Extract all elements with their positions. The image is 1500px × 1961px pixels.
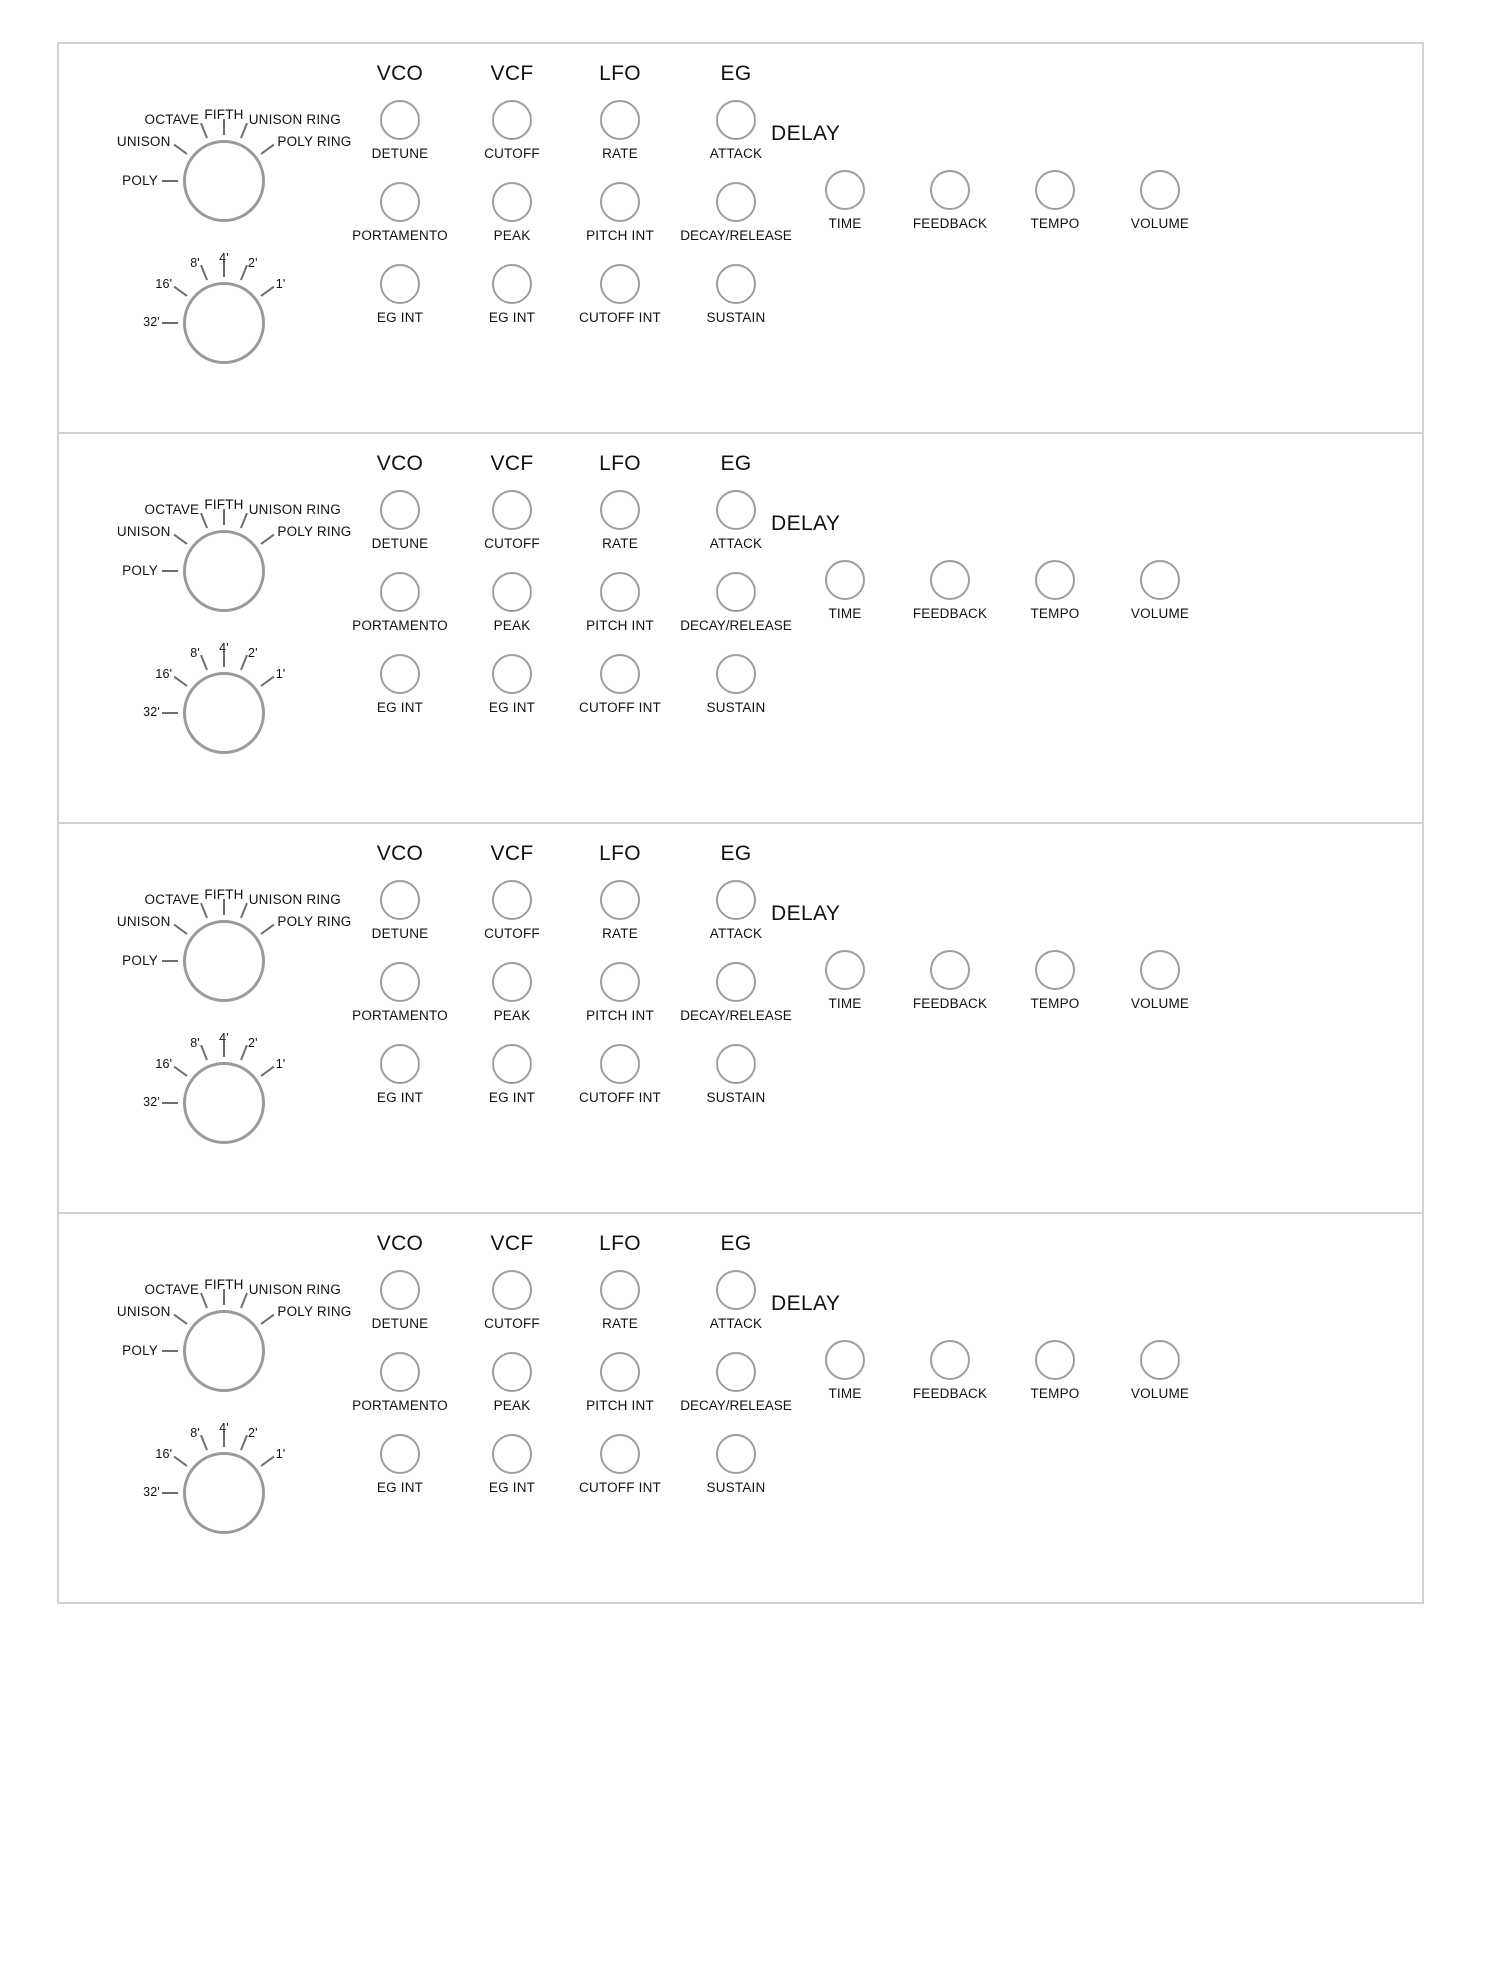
octave-selector-label: 32' [143,705,160,719]
knob-label: DETUNE [371,926,429,941]
knob-eg-int[interactable] [380,1044,420,1084]
knob-label: PORTAMENTO [352,618,448,633]
knob-portamento[interactable] [380,1352,420,1392]
octave-selector-tick [240,655,248,671]
knob-delay-feedback[interactable] [930,560,970,600]
knob-label: PEAK [493,1398,531,1413]
octave-selector-label: 32' [143,315,160,329]
section-title-lfo: LFO [599,62,641,85]
octave-selector-tick [173,1066,187,1077]
knob-delay-volume[interactable] [1140,950,1180,990]
knob-label: ATTACK [709,146,763,161]
knob-label: FEEDBACK [912,996,988,1011]
knob-label: RATE [602,1316,638,1331]
voice-mode-selector-tick [261,924,275,935]
octave-selector[interactable] [121,234,361,374]
knob-label: SUSTAIN [706,1480,766,1495]
octave-selector-dial[interactable] [183,1062,265,1144]
octave-selector-label: 4' [219,251,229,265]
voice-mode-selector-label: POLY RING [277,524,352,540]
panel-inner [59,434,1422,822]
voice-mode-selector-tick [200,123,208,139]
section-title-eg: EG [720,452,752,475]
voice-mode-selector-label: UNISON [116,524,171,540]
knob-cell [556,264,684,325]
knob-peak[interactable] [492,962,532,1002]
voice-mode-selector-tick [261,144,275,155]
knob-cell [556,1270,684,1331]
octave-selector-label: 8' [190,255,201,270]
knob-pitch-int[interactable] [600,572,640,612]
knob-cell [556,1352,684,1413]
knob-label: DETUNE [371,146,429,161]
knob-cell [556,182,684,243]
knob-delay-volume[interactable] [1140,170,1180,210]
knob-label: CUTOFF [484,926,540,941]
knob-cell [336,962,464,1023]
octave-selector[interactable] [121,624,361,764]
section-title-vcf: VCF [490,1232,534,1255]
delay-knob-cell [1096,950,1224,1011]
voice-mode-selector-label: POLY [122,953,158,968]
knob-cell [556,962,684,1023]
voice-mode-selector-tick [173,534,187,545]
synth-panel [57,42,1424,434]
knob-cell [556,1434,684,1495]
knob-label: SUSTAIN [706,1090,766,1105]
knob-label: EG INT [488,1090,536,1105]
knob-cell [336,1434,464,1495]
voice-mode-selector-label: FIFTH [204,107,244,122]
section-title-vco: VCO [376,1232,424,1255]
octave-selector-label: 4' [219,1031,229,1045]
delay-knob-cell [1096,170,1224,231]
delay-knob-cell [1096,1340,1224,1401]
knob-label: TIME [828,1386,862,1401]
knob-delay-time[interactable] [825,950,865,990]
knob-label: TEMPO [1030,606,1080,621]
knob-label: VOLUME [1130,996,1190,1011]
knob-sustain[interactable] [716,1044,756,1084]
knob-cell [672,654,800,715]
voice-mode-selector-label: UNISON [116,914,171,930]
knob-cell [556,880,684,941]
knob-label: EG INT [376,1090,424,1105]
knob-attack[interactable] [716,490,756,530]
knob-cell [556,572,684,633]
octave-selector-tick [173,286,187,297]
knob-peak[interactable] [492,1352,532,1392]
knob-label: DECAY/RELEASE [680,1008,792,1023]
octave-selector-tick [162,712,178,714]
knob-portamento[interactable] [380,962,420,1002]
voice-mode-selector-label: POLY [122,563,158,578]
voice-mode-selector-label: UNISON [116,134,171,150]
knob-pitch-int[interactable] [600,182,640,222]
knob-sustain[interactable] [716,654,756,694]
knob-label: PORTAMENTO [352,1008,448,1023]
section-title-lfo: LFO [599,452,641,475]
knob-label: CUTOFF [484,536,540,551]
synth-panel [57,1212,1424,1604]
knob-cell [556,1044,684,1105]
octave-selector-label: 1' [275,277,286,292]
knob-cell [556,490,684,551]
knob-label: ATTACK [709,926,763,941]
delay-knob-cell [1096,560,1224,621]
knob-cell [336,264,464,325]
knob-label: SUSTAIN [706,310,766,325]
knob-label: RATE [602,926,638,941]
knob-label: DECAY/RELEASE [680,228,792,243]
octave-selector-tick [162,1102,178,1104]
voice-mode-selector-label: FIFTH [204,1277,244,1292]
section-title-lfo: LFO [599,842,641,865]
knob-label: TIME [828,606,862,621]
voice-mode-selector-label: FIFTH [204,887,244,902]
voice-mode-selector-tick [240,903,248,919]
panel-inner [59,824,1422,1212]
knob-rate[interactable] [600,100,640,140]
knob-eg-int[interactable] [492,654,532,694]
octave-selector-tick [200,1435,208,1451]
octave-selector-label: 1' [275,1447,286,1462]
octave-selector-tick [162,322,178,324]
voice-mode-selector-label: UNISON [116,1304,171,1320]
voice-mode-selector-tick [162,570,178,572]
panel-inner [59,44,1422,432]
voice-mode-selector-tick [240,123,248,139]
octave-selector-tick [240,1435,248,1451]
knob-label: EG INT [488,700,536,715]
knob-label: CUTOFF INT [579,1480,661,1495]
knob-detune[interactable] [380,880,420,920]
knob-peak[interactable] [492,182,532,222]
knob-cutoff[interactable] [492,490,532,530]
octave-selector-label: 16' [155,277,173,292]
octave-selector-tick [240,265,248,281]
octave-selector-dial[interactable] [183,672,265,754]
voice-mode-selector-label: OCTAVE [144,501,200,517]
section-title-vco: VCO [376,842,424,865]
octave-selector-tick [261,286,275,297]
knob-cell [336,182,464,243]
knob-label: TEMPO [1030,996,1080,1011]
voice-mode-selector-tick [162,960,178,962]
knob-delay-time[interactable] [825,170,865,210]
knob-delay-time[interactable] [825,1340,865,1380]
octave-selector-label: 2' [247,255,258,270]
knob-delay-tempo[interactable] [1035,1340,1075,1380]
octave-selector-label: 2' [247,1035,258,1050]
knob-delay-volume[interactable] [1140,1340,1180,1380]
section-title-delay: DELAY [771,1292,841,1315]
octave-selector-tick [200,265,208,281]
knob-label: PITCH INT [586,618,654,633]
octave-selector[interactable] [121,1404,361,1544]
knob-delay-feedback[interactable] [930,1340,970,1380]
synth-panel [57,432,1424,824]
voice-mode-selector[interactable] [116,92,361,222]
knob-decay-release[interactable] [716,1352,756,1392]
knob-rate[interactable] [600,1270,640,1310]
knob-attack[interactable] [716,1270,756,1310]
knob-cutoff[interactable] [492,1270,532,1310]
knob-label: FEEDBACK [912,606,988,621]
section-title-vco: VCO [376,62,424,85]
knob-detune[interactable] [380,490,420,530]
knob-label: PORTAMENTO [352,228,448,243]
section-title-delay: DELAY [771,512,841,535]
knob-decay-release[interactable] [716,962,756,1002]
voice-mode-selector-tick [200,1293,208,1309]
knob-cutoff-int[interactable] [600,264,640,304]
knob-label: PITCH INT [586,1398,654,1413]
knob-detune[interactable] [380,1270,420,1310]
octave-selector-label: 16' [155,667,173,682]
knob-cell [556,654,684,715]
octave-selector-tick [200,1045,208,1061]
knob-label: CUTOFF INT [579,1090,661,1105]
octave-selector-tick [173,1456,187,1467]
knob-sustain[interactable] [716,1434,756,1474]
voice-mode-selector-tick [240,513,248,529]
octave-selector-tick [261,676,275,687]
voice-mode-selector-tick [261,534,275,545]
section-title-lfo: LFO [599,1232,641,1255]
knob-label: VOLUME [1130,1386,1190,1401]
voice-mode-selector-tick [173,1314,187,1325]
voice-mode-selector-dial[interactable] [183,1310,265,1392]
knob-label: PEAK [493,228,531,243]
knob-label: FEEDBACK [912,216,988,231]
voice-mode-selector-dial[interactable] [183,920,265,1002]
knob-delay-tempo[interactable] [1035,950,1075,990]
voice-mode-selector[interactable] [116,872,361,1002]
octave-selector-label: 2' [247,645,258,660]
knob-cell [336,880,464,941]
knob-portamento[interactable] [380,182,420,222]
knob-cell [336,1352,464,1413]
voice-mode-selector-tick [173,924,187,935]
knob-decay-release[interactable] [716,182,756,222]
knob-eg-int[interactable] [380,1434,420,1474]
voice-mode-selector-tick [200,903,208,919]
knob-label: EG INT [488,1480,536,1495]
knob-label: PEAK [493,618,531,633]
section-title-vcf: VCF [490,62,534,85]
knob-label: PEAK [493,1008,531,1023]
panel-inner [59,1214,1422,1602]
knob-pitch-int[interactable] [600,1352,640,1392]
knob-label: CUTOFF INT [579,700,661,715]
knob-rate[interactable] [600,490,640,530]
knob-label: CUTOFF [484,1316,540,1331]
knob-label: ATTACK [709,1316,763,1331]
knob-label: EG INT [376,310,424,325]
knob-cutoff[interactable] [492,880,532,920]
knob-cell [556,100,684,161]
octave-selector-tick [173,676,187,687]
knob-rate[interactable] [600,880,640,920]
knob-detune[interactable] [380,100,420,140]
knob-label: DECAY/RELEASE [680,618,792,633]
knob-cell [336,572,464,633]
octave-selector[interactable] [121,1014,361,1154]
voice-mode-selector-label: OCTAVE [144,891,200,907]
octave-selector-label: 1' [275,1057,286,1072]
voice-mode-selector-label: POLY [122,1343,158,1358]
voice-mode-selector-label: UNISON RING [248,1281,341,1297]
knob-peak[interactable] [492,572,532,612]
knob-delay-tempo[interactable] [1035,560,1075,600]
section-title-vcf: VCF [490,842,534,865]
knob-delay-volume[interactable] [1140,560,1180,600]
octave-selector-dial[interactable] [183,282,265,364]
octave-selector-label: 8' [190,1035,201,1050]
knob-eg-int[interactable] [492,264,532,304]
voice-mode-selector-label: UNISON RING [248,501,341,517]
knob-cell [336,490,464,551]
knob-label: FEEDBACK [912,1386,988,1401]
octave-selector-tick [200,655,208,671]
knob-cutoff-int[interactable] [600,1434,640,1474]
knob-cell [672,1434,800,1495]
octave-selector-label: 8' [190,645,201,660]
octave-selector-label: 4' [219,641,229,655]
voice-mode-selector-label: POLY RING [277,1304,352,1320]
voice-mode-selector-dial[interactable] [183,530,265,612]
knob-label: TIME [828,996,862,1011]
synth-panel [57,822,1424,1214]
octave-selector-label: 8' [190,1425,201,1440]
octave-selector-label: 16' [155,1447,173,1462]
knob-label: EG INT [376,1480,424,1495]
knob-attack[interactable] [716,880,756,920]
knob-cutoff-int[interactable] [600,654,640,694]
voice-mode-selector-tick [261,1314,275,1325]
knob-delay-time[interactable] [825,560,865,600]
knob-cell [336,100,464,161]
knob-label: RATE [602,146,638,161]
knob-cell [336,654,464,715]
voice-mode-selector-label: UNISON RING [248,111,341,127]
voice-mode-selector-label: POLY RING [277,134,352,150]
knob-label: PITCH INT [586,1008,654,1023]
knob-label: DETUNE [371,1316,429,1331]
section-title-vco: VCO [376,452,424,475]
voice-mode-selector-label: POLY RING [277,914,352,930]
knob-label: VOLUME [1130,216,1190,231]
knob-label: TEMPO [1030,216,1080,231]
section-title-eg: EG [720,842,752,865]
octave-selector-tick [261,1456,275,1467]
octave-selector-tick [261,1066,275,1077]
knob-attack[interactable] [716,100,756,140]
voice-mode-selector-label: OCTAVE [144,1281,200,1297]
voice-mode-selector-tick [240,1293,248,1309]
knob-label: EG INT [488,310,536,325]
knob-label: SUSTAIN [706,700,766,715]
knob-label: PORTAMENTO [352,1398,448,1413]
knob-cell [336,1044,464,1105]
octave-selector-label: 32' [143,1095,160,1109]
knob-label: ATTACK [709,536,763,551]
knob-delay-feedback[interactable] [930,950,970,990]
knob-delay-tempo[interactable] [1035,170,1075,210]
octave-selector-tick [162,1492,178,1494]
voice-mode-selector-dial[interactable] [183,140,265,222]
knob-decay-release[interactable] [716,572,756,612]
knob-label: TIME [828,216,862,231]
section-title-delay: DELAY [771,902,841,925]
octave-selector-label: 4' [219,1421,229,1435]
knob-label: DECAY/RELEASE [680,1398,792,1413]
knob-pitch-int[interactable] [600,962,640,1002]
octave-selector-label: 32' [143,1485,160,1499]
section-title-delay: DELAY [771,122,841,145]
voice-mode-selector-label: OCTAVE [144,111,200,127]
knob-label: RATE [602,536,638,551]
octave-selector-dial[interactable] [183,1452,265,1534]
voice-mode-selector-label: POLY [122,173,158,188]
section-title-eg: EG [720,62,752,85]
voice-mode-selector-label: UNISON RING [248,891,341,907]
knob-cell [336,1270,464,1331]
knob-label: PITCH INT [586,228,654,243]
knob-portamento[interactable] [380,572,420,612]
octave-selector-tick [240,1045,248,1061]
knob-label: EG INT [376,700,424,715]
knob-label: TEMPO [1030,1386,1080,1401]
voice-mode-selector[interactable] [116,1262,361,1392]
knob-label: CUTOFF INT [579,310,661,325]
octave-selector-label: 2' [247,1425,258,1440]
knob-cutoff-int[interactable] [600,1044,640,1084]
knob-eg-int[interactable] [380,654,420,694]
knob-label: CUTOFF [484,146,540,161]
voice-mode-selector-tick [173,144,187,155]
knob-label: DETUNE [371,536,429,551]
section-title-eg: EG [720,1232,752,1255]
voice-mode-selector-label: FIFTH [204,497,244,512]
voice-mode-selector[interactable] [116,482,361,612]
octave-selector-label: 16' [155,1057,173,1072]
knob-label: VOLUME [1130,606,1190,621]
knob-delay-feedback[interactable] [930,170,970,210]
knob-sustain[interactable] [716,264,756,304]
knob-cell [672,264,800,325]
knob-eg-int[interactable] [492,1434,532,1474]
voice-mode-selector-tick [162,1350,178,1352]
voice-mode-selector-tick [200,513,208,529]
knob-eg-int[interactable] [492,1044,532,1084]
knob-cell [672,1044,800,1105]
octave-selector-label: 1' [275,667,286,682]
knob-cutoff[interactable] [492,100,532,140]
knob-eg-int[interactable] [380,264,420,304]
section-title-vcf: VCF [490,452,534,475]
voice-mode-selector-tick [162,180,178,182]
